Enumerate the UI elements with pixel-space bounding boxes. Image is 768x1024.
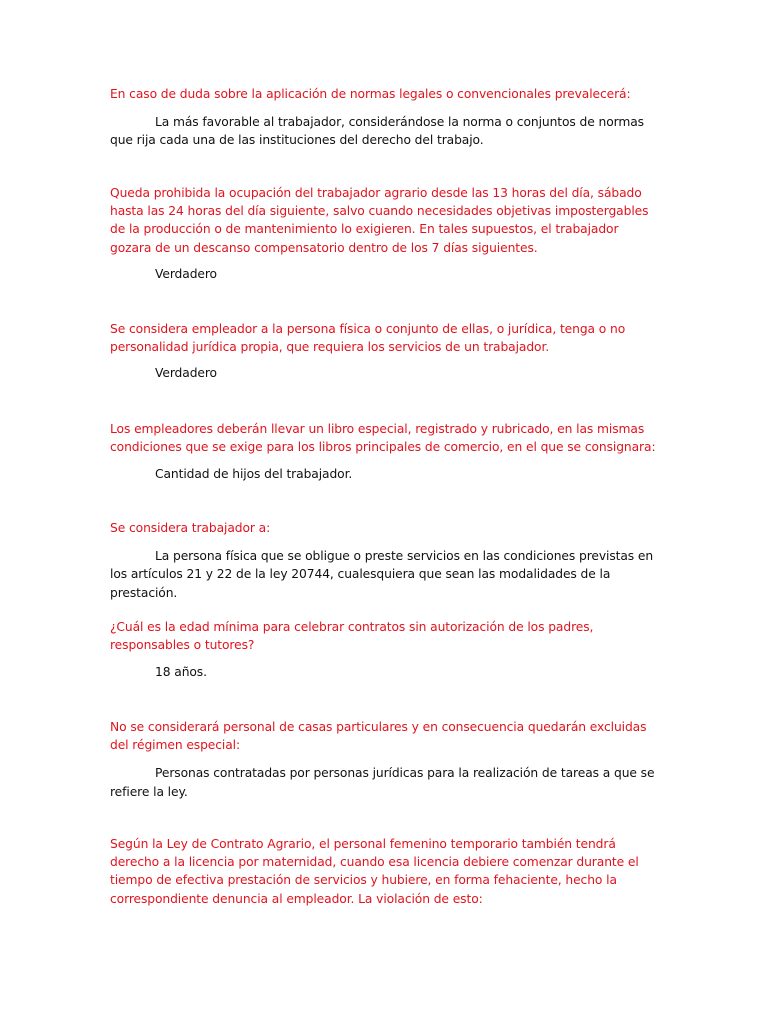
answer-text: Personas contratadas por personas jurídicas para la realización de tareas a que se refiere la ley.	[110, 766, 655, 799]
question-text: Se considera trabajador a:	[110, 521, 271, 535]
qa-item-7	[110, 718, 658, 801]
question-text: Se considera empleador a la persona física o conjunto de ellas, o jurídica, tenga o no personalidad jurídica propia, que requiera los servicios de un trabajador.	[110, 322, 626, 355]
question-text: Según la Ley de Contrato Agrario, el personal femenino temporario también tendrá derecho a la licencia por maternidad, cuando esa licencia debiere comenzar durante el tiempo de efectiva prestación de servicios y hubiere, en forma fehaciente, hecho la correspondiente denuncia al empleador. La violación de esto:	[110, 837, 639, 906]
qa-item-6	[110, 618, 658, 682]
answer-text: Verdadero	[155, 366, 217, 381]
qa-item-2	[110, 184, 658, 283]
question-text: Los empleadores deberán llevar un libro especial, registrado y rubricado, en las mismas condiciones que se exige para los libros principales de comercio, en el que se consignara:	[110, 422, 656, 455]
question-text: ¿Cuál es la edad mínima para celebrar contratos sin autorización de los padres, responsables o tutores?	[110, 620, 594, 653]
qa-item-5	[110, 519, 658, 602]
qa-item-8	[110, 835, 658, 908]
answer-text: Verdadero	[155, 266, 217, 281]
answer-text: La más favorable al trabajador, considerándose la norma o conjuntos de normas que rija cada una de las instituciones del derecho del trabajo.	[110, 115, 644, 148]
question-text: En caso de duda sobre la aplicación de normas legales o convencionales prevalecerá:	[110, 87, 631, 101]
qa-item-3	[110, 320, 658, 383]
question-text: No se considerará personal de casas particulares y en consecuencia quedarán excluidas del régimen especial:	[110, 720, 647, 753]
answer-text: 18 años.	[155, 665, 207, 680]
answer-text: La persona física que se obligue o preste servicios en las condiciones previstas en los artículos 21 y 22 de la ley 20744, cualesquiera que sean las modalidades de la prestación.	[110, 549, 654, 600]
qa-item-1	[110, 85, 658, 150]
qa-item-4	[110, 420, 658, 484]
question-text: Queda prohibida la ocupación del trabajador agrario desde las 13 horas del día, sábado hasta las 24 horas del día siguiente, salvo cuando necesidades objetivas impostergables de la producción o de mantenimiento lo exigieren. En tales supuestos, el trabajador gozara de un descanso compensatorio dentro de los 7 días siguientes.	[110, 186, 649, 255]
answer-text: Cantidad de hijos del trabajador.	[155, 467, 353, 482]
